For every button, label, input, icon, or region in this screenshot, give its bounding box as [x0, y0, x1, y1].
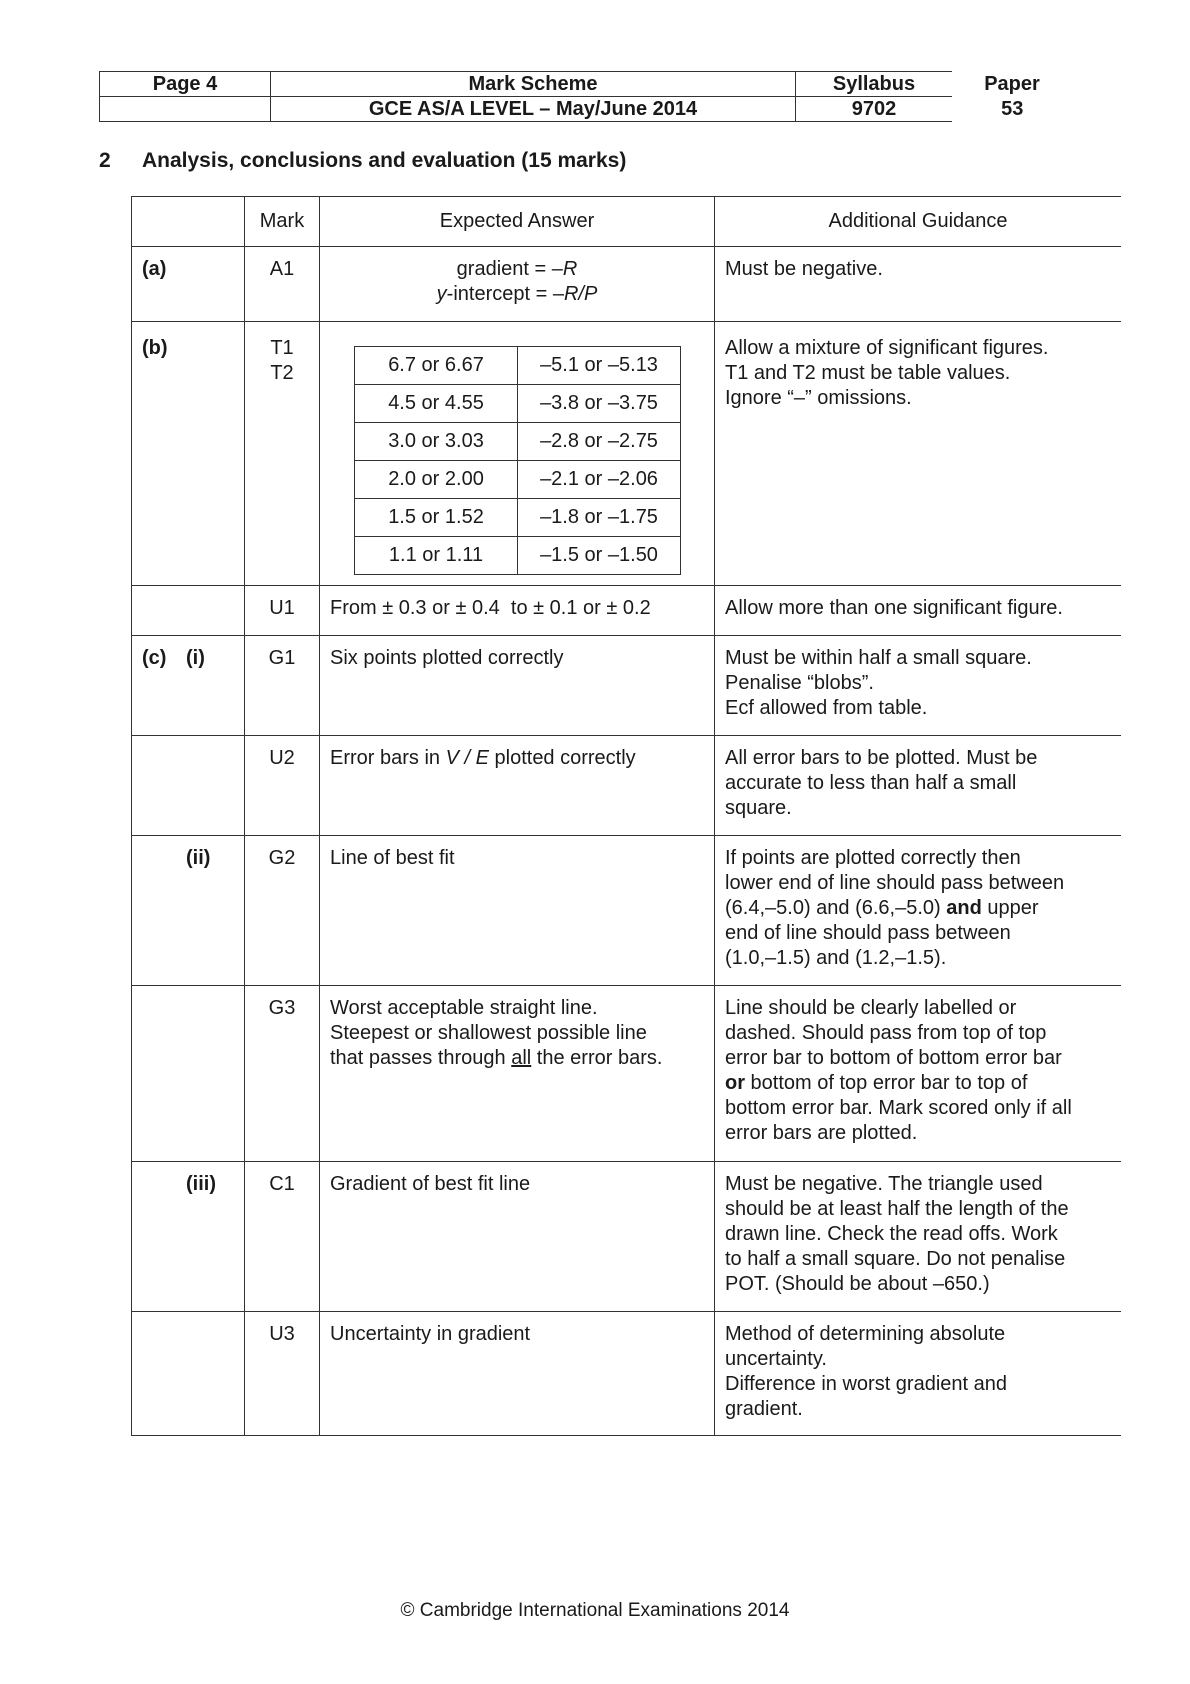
- expected-answer: [320, 247, 715, 322]
- answer-variable: V / E: [445, 747, 489, 769]
- answer-variable: R: [562, 258, 578, 280]
- question-label: [132, 1312, 245, 1436]
- paper-number: 53: [1001, 98, 1024, 120]
- expected-answer: From ± 0.3 or ± 0.4 to ± 0.1 or ± 0.2: [320, 586, 715, 636]
- section-number: 2: [99, 149, 111, 172]
- answer-variable: R/P: [563, 283, 598, 305]
- additional-guidance: [715, 736, 1122, 836]
- mark-code: U2: [245, 736, 320, 836]
- mark-code: A1: [245, 247, 320, 322]
- guidance-line: T1 and T2 must be table values.: [725, 362, 1011, 384]
- value-cell: –2.8 or –2.75: [518, 423, 681, 461]
- guidance-line: Method of determining absolute: [725, 1323, 1006, 1345]
- guidance-column-header: Additional Guidance: [715, 197, 1122, 247]
- value-cell: –1.8 or –1.75: [518, 499, 681, 537]
- exam-title: GCE AS/A LEVEL – May/June 2014: [271, 97, 796, 122]
- answer-variable: y: [436, 283, 447, 305]
- question-label: [132, 1162, 245, 1312]
- value-cell: 3.0 or 3.03: [355, 423, 518, 461]
- answer-text: -intercept = –: [446, 283, 564, 305]
- question-sub: (iii): [186, 1173, 216, 1195]
- question-label: [132, 836, 245, 986]
- guidance-line: drawn line. Check the read offs. Work: [725, 1223, 1058, 1245]
- guidance-text: upper: [981, 897, 1039, 919]
- mark-code-t1: T1: [270, 337, 294, 359]
- expected-answer: Six points plotted correctly: [320, 636, 715, 736]
- question-label: [132, 586, 245, 636]
- value-cell: –5.1 or –5.13: [518, 347, 681, 385]
- question-label: [132, 986, 245, 1162]
- guidance-line: Ecf allowed from table.: [725, 697, 928, 719]
- additional-guidance: Must be negative.: [715, 247, 1122, 322]
- table-row: [132, 836, 1122, 986]
- guidance-line: POT. (Should be about –650.): [725, 1273, 990, 1295]
- page-label: Page 4: [100, 72, 271, 97]
- answer-text: plotted correctly: [488, 747, 636, 769]
- guidance-line: lower end of line should pass between: [725, 872, 1065, 894]
- values-row: [355, 423, 681, 461]
- answer-text: Error bars in: [330, 747, 446, 769]
- section-title: Analysis, conclusions and evaluation (15 marks): [142, 149, 627, 172]
- table-row: [132, 986, 1122, 1162]
- guidance-emphasis: and: [946, 897, 982, 919]
- expected-answer: [320, 986, 715, 1162]
- question-sub: (i): [186, 647, 205, 669]
- answer-line: Steepest or shallowest possible line: [330, 1022, 647, 1044]
- syllabus-label: Syllabus: [796, 72, 953, 97]
- expected-answer: Uncertainty in gradient: [320, 1312, 715, 1436]
- mark-scheme-table: [131, 196, 1121, 1436]
- question-label: [132, 636, 245, 736]
- values-row: [355, 385, 681, 423]
- answer-line: Worst acceptable straight line.: [330, 997, 598, 1019]
- question-column-header: [132, 197, 245, 247]
- values-row: [355, 499, 681, 537]
- value-cell: –3.8 or –3.75: [518, 385, 681, 423]
- additional-guidance: [715, 636, 1122, 736]
- expected-answer: [320, 322, 715, 586]
- guidance-line: (1.0,–1.5) and (1.2,–1.5).: [725, 947, 947, 969]
- additional-guidance: [715, 986, 1122, 1162]
- mark-code: [245, 322, 320, 586]
- question-label: (a): [132, 247, 245, 322]
- value-cell: 1.1 or 1.11: [355, 537, 518, 575]
- additional-guidance: [715, 1312, 1122, 1436]
- guidance-text: (6.4,–5.0) and (6.6,–5.0): [725, 897, 947, 919]
- paper-label: Paper: [984, 73, 1040, 95]
- expected-answer: Line of best fit: [320, 836, 715, 986]
- guidance-line: Allow a mixture of significant figures.: [725, 337, 1049, 359]
- value-cell: 2.0 or 2.00: [355, 461, 518, 499]
- table-row: [132, 636, 1122, 736]
- answer-line: [330, 1046, 714, 1071]
- additional-guidance: [715, 1162, 1122, 1312]
- guidance-line: Ignore “–” omissions.: [725, 387, 912, 409]
- mark-column-header: Mark: [245, 197, 320, 247]
- syllabus-code: 9702: [796, 97, 953, 122]
- answer-text: the error bars.: [531, 1047, 663, 1069]
- value-cell: –1.5 or –1.50: [518, 537, 681, 575]
- guidance-line: [725, 896, 1121, 921]
- expected-answer-column-header: Expected Answer: [320, 197, 715, 247]
- header-table: [99, 71, 1073, 122]
- values-row: [355, 347, 681, 385]
- guidance-line: Must be within half a small square.: [725, 647, 1032, 669]
- mark-code-t2: T2: [270, 362, 294, 384]
- answer-line: [320, 257, 714, 282]
- section-heading: [99, 149, 626, 173]
- answer-text: gradient = –: [456, 258, 563, 280]
- table-row: [132, 736, 1122, 836]
- additional-guidance: [715, 836, 1122, 986]
- guidance-line: square.: [725, 797, 792, 819]
- value-cell: 4.5 or 4.55: [355, 385, 518, 423]
- values-row: [355, 537, 681, 575]
- mark-code: U3: [245, 1312, 320, 1436]
- answer-line: [320, 282, 714, 307]
- empty-header-cell: [100, 97, 271, 122]
- expected-answer: [320, 736, 715, 836]
- table-row: [132, 1162, 1122, 1312]
- question-sub: (ii): [186, 847, 211, 869]
- guidance-line: Difference in worst gradient and: [725, 1373, 1008, 1395]
- mark-code: C1: [245, 1162, 320, 1312]
- guidance-line: uncertainty.: [725, 1348, 827, 1370]
- mark-code: G2: [245, 836, 320, 986]
- values-row: [355, 461, 681, 499]
- guidance-line: error bars are plotted.: [725, 1122, 918, 1144]
- mark-scheme-label: Mark Scheme: [271, 72, 796, 97]
- question-label: (b): [132, 322, 245, 586]
- guidance-line: Penalise “blobs”.: [725, 672, 874, 694]
- guidance-emphasis: or: [725, 1072, 745, 1094]
- table-row: [132, 1312, 1122, 1436]
- question-label: [132, 736, 245, 836]
- additional-guidance: [715, 322, 1122, 586]
- mark-code: G3: [245, 986, 320, 1162]
- guidance-line: Line should be clearly labelled or: [725, 997, 1017, 1019]
- expected-answer: Gradient of best fit line: [320, 1162, 715, 1312]
- answer-emphasis: all: [511, 1047, 532, 1069]
- guidance-line: [725, 1071, 1121, 1096]
- mark-code: U1: [245, 586, 320, 636]
- guidance-line: error bar to bottom of bottom error bar: [725, 1047, 1062, 1069]
- table-header-row: [132, 197, 1122, 247]
- guidance-line: Must be negative. The triangle used: [725, 1173, 1043, 1195]
- guidance-line: should be at least half the length of the: [725, 1198, 1069, 1220]
- additional-guidance: Allow more than one significant figure.: [715, 586, 1122, 636]
- table-row: [132, 247, 1122, 322]
- guidance-line: accurate to less than half a small: [725, 772, 1017, 794]
- copyright-footer: © Cambridge International Examinations 2014: [400, 1600, 790, 1621]
- values-table: [354, 346, 681, 575]
- guidance-line: to half a small square. Do not penalise: [725, 1248, 1066, 1270]
- guidance-line: end of line should pass between: [725, 922, 1011, 944]
- guidance-line: bottom error bar. Mark scored only if all: [725, 1097, 1072, 1119]
- guidance-line: gradient.: [725, 1398, 803, 1420]
- question-part: (c): [142, 647, 167, 669]
- value-cell: –2.1 or –2.06: [518, 461, 681, 499]
- table-row: [132, 322, 1122, 586]
- value-cell: 1.5 or 1.52: [355, 499, 518, 537]
- table-row: [132, 586, 1122, 636]
- guidance-text: bottom of top error bar to top of: [745, 1072, 1028, 1094]
- value-cell: 6.7 or 6.67: [355, 347, 518, 385]
- answer-text: that passes through: [330, 1047, 512, 1069]
- mark-code: G1: [245, 636, 320, 736]
- guidance-line: If points are plotted correctly then: [725, 847, 1021, 869]
- guidance-line: dashed. Should pass from top of top: [725, 1022, 1047, 1044]
- guidance-line: All error bars to be plotted. Must be: [725, 747, 1038, 769]
